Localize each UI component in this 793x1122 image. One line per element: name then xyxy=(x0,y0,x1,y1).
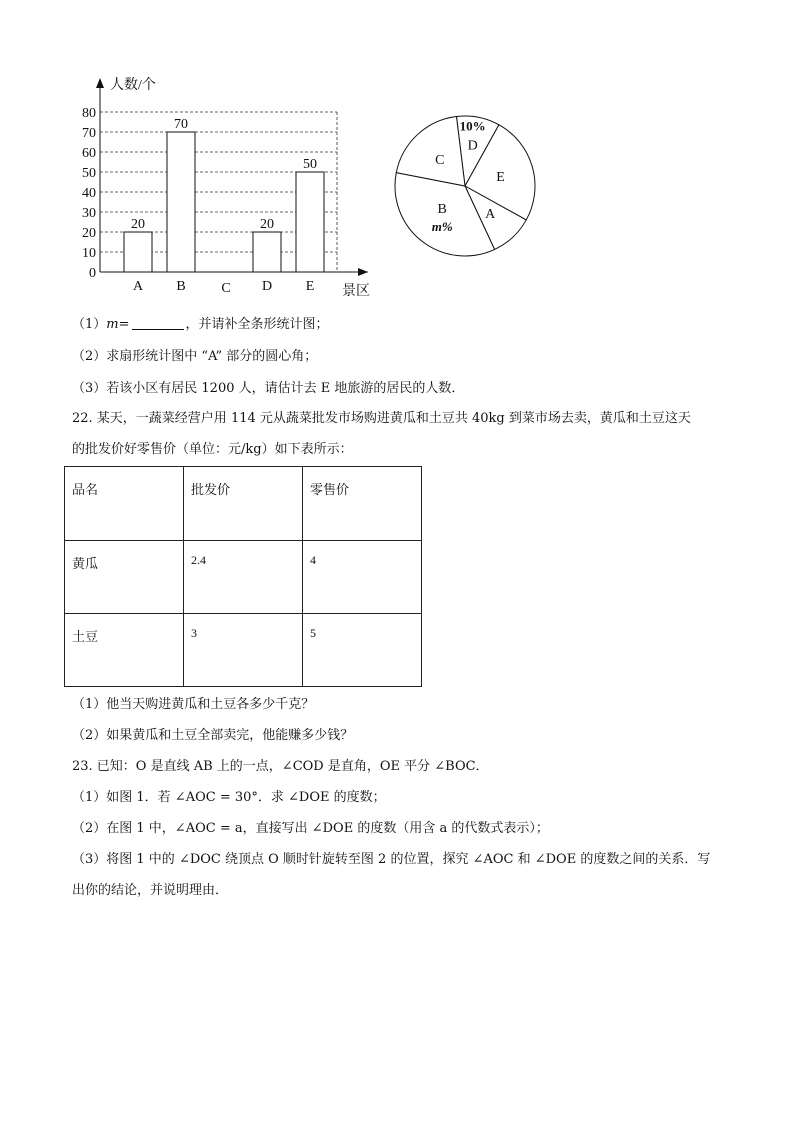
bar-value-label: 50 xyxy=(303,157,317,172)
table-cell: 土豆 xyxy=(65,614,184,687)
x-tick-label: B xyxy=(176,279,186,294)
answer-blank xyxy=(132,317,184,330)
y-tick-label: 30 xyxy=(82,206,96,221)
x-tick-label: A xyxy=(132,279,144,294)
y-axis-arrow-icon xyxy=(96,78,104,88)
bar-chart xyxy=(70,70,390,305)
q21-item-1-suffix: ，并请补全条形统计图； xyxy=(185,317,329,332)
q23-item-3-line1: （3）将图 1 中的 ∠DOC 绕顶点 O 顺时针旋转至图 2 的位置，探究 ∠AOC 和 ∠DOE 的度数之间的关系．写 xyxy=(72,852,711,867)
table-row xyxy=(65,614,422,687)
pie-slice-value-label: 10% xyxy=(459,118,486,134)
q22-item-1: （1）他当天购进黄瓜和土豆各多少千克？ xyxy=(72,697,315,712)
y-tick-label: 10 xyxy=(82,246,96,261)
y-tick-label: 20 xyxy=(82,226,96,241)
pie-slice-value-label: m% xyxy=(431,219,453,235)
y-tick-label: 70 xyxy=(82,126,96,141)
table-row xyxy=(65,541,422,614)
price-table xyxy=(64,466,422,687)
y-tick-label: 80 xyxy=(82,106,96,121)
q21-item-1-eq: = xyxy=(118,317,130,332)
q21-item-3: （3）若该小区有居民 1200 人，请估计去 E 地旅游的居民的人数． xyxy=(72,381,465,396)
bar-chart-xlabel: 景区 xyxy=(342,284,370,299)
y-tick-label: 60 xyxy=(82,146,96,161)
pie-slice-label: C xyxy=(435,152,445,168)
pie-slice-label: D xyxy=(467,138,478,154)
bar-chart-ylabel: 人数/个 xyxy=(110,78,156,93)
y-tick-label: 0 xyxy=(89,266,96,281)
y-tick-label: 50 xyxy=(82,166,96,181)
bar-chart-bars xyxy=(124,132,324,272)
table-cell: 5 xyxy=(303,614,422,687)
q21-item-2: （2）求扇形统计图中 “A” 部分的圆心角； xyxy=(72,349,318,364)
q21-item-1-var: m xyxy=(106,317,119,332)
table-header-cell: 批发价 xyxy=(184,467,303,541)
bar xyxy=(296,172,324,272)
pie-slice-label: A xyxy=(485,207,496,223)
pie-chart-slices xyxy=(395,116,535,256)
x-axis-arrow-icon xyxy=(358,268,368,276)
pie-slice-label: E xyxy=(496,169,505,185)
bar xyxy=(167,132,195,272)
pie-chart xyxy=(390,108,550,268)
q23-item-1: （1）如图 1．若 ∠AOC = 30°．求 ∠DOE 的度数； xyxy=(72,790,386,805)
bar-chart-labels xyxy=(82,106,317,296)
table-cell: 黄瓜 xyxy=(65,541,184,614)
table-cell: 3 xyxy=(184,614,303,687)
q23-item-3-line2: 出你的结论，并说明理由． xyxy=(72,883,229,898)
q22-stem-line2: 的批发价好零售价（单位：元/kg）如下表所示： xyxy=(72,442,353,457)
bar-value-label: 20 xyxy=(131,217,145,232)
q22-stem-line1: 22. 某天，一蔬菜经营户用 114 元从蔬菜批发市场购进黄瓜和土豆共 40kg 到菜市场去卖，黄瓜和土豆这天 xyxy=(72,411,691,426)
q22-item-2: （2）如果黄瓜和土豆全部卖完，他能赚多少钱？ xyxy=(72,728,354,743)
q23-item-2: （2）在图 1 中，∠AOC = a，直接写出 ∠DOE 的度数（用含 a 的代数式表示）； xyxy=(72,821,549,836)
q21-item-1 xyxy=(72,316,329,334)
pie-slice-label: B xyxy=(437,202,447,218)
table-header-cell: 零售价 xyxy=(303,467,422,541)
x-tick-label: C xyxy=(221,281,231,296)
table-cell: 4 xyxy=(303,541,422,614)
bar xyxy=(253,232,281,272)
x-tick-label: D xyxy=(261,279,273,294)
table-header-row xyxy=(65,467,422,541)
q23-stem: 23. 已知：O 是直线 AB 上的一点，∠COD 是直角，OE 平分 ∠BOC． xyxy=(72,759,489,774)
table-header-cell: 品名 xyxy=(65,467,184,541)
y-tick-label: 40 xyxy=(82,186,96,201)
bar-value-label: 20 xyxy=(260,217,274,232)
x-tick-label: E xyxy=(305,279,315,294)
table-cell: 2.4 xyxy=(184,541,303,614)
bar xyxy=(124,232,152,272)
q21-item-1-prefix: （1） xyxy=(72,317,107,332)
bar-value-label: 70 xyxy=(174,117,188,132)
